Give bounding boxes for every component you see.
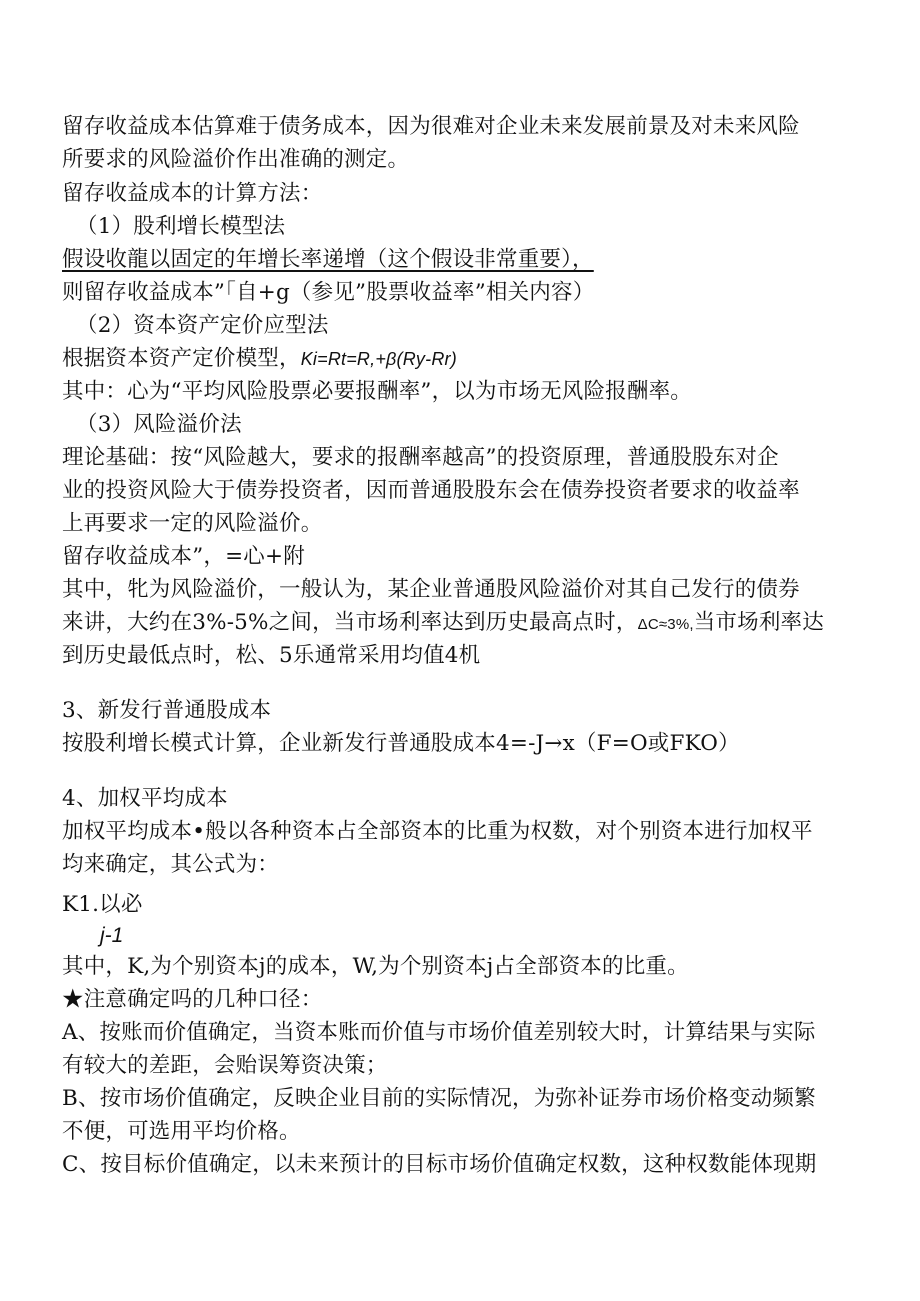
paragraph-line: 留存收益成本估算难于债务成本，因为很难对企业未来发展前景及对未来风险 xyxy=(62,114,800,139)
paragraph-line: 按股利增长模式计算，企业新发行普通股成本4=-J→x（F=O或FKO） xyxy=(62,731,740,756)
paragraph-text: 来讲，大约在3%-5%之间，当市场利率达到历史最高点时， xyxy=(62,610,638,635)
section-heading: 4、加权平均成本 xyxy=(62,786,228,811)
paragraph-line: 留存收益成本”，=心+附 xyxy=(62,544,305,569)
paragraph-line: 业的投资风险大于债券投资者，因而普通股股东会在债券投资者要求的收益率 xyxy=(62,478,800,503)
paragraph-line: 不便，可选用平均价格。 xyxy=(62,1119,301,1144)
section-heading: 3、新发行普通股成本 xyxy=(62,698,272,723)
underlined-line: 假设收龍以固定的年增长率递增（这个假设非常重要）， xyxy=(62,247,594,272)
paragraph-line xyxy=(62,606,824,642)
paragraph-line xyxy=(62,342,457,376)
paragraph-line: 理论基础：按“风险越大，要求的报酬率越高”的投资原理，普通股股东对企 xyxy=(62,445,779,470)
formula-text: ΔC≈3%, xyxy=(637,616,694,633)
summation-index: j-1 xyxy=(100,924,124,947)
section-heading: （3）风险溢价法 xyxy=(76,412,242,437)
paragraph-line: 所要求的风险溢价作出准确的测定。 xyxy=(62,147,410,172)
section-heading: （2）资本资产定价应型法 xyxy=(76,313,329,338)
capm-formula: Ki=Rt=R,+β(Ry-Rr) xyxy=(300,349,457,369)
paragraph-text: 根据资本资产定价模型， xyxy=(62,346,301,371)
section-heading: （1）股利增长模型法 xyxy=(76,214,286,239)
paragraph-line: 加权平均成本•般以各种资本占全部资本的比重为权数，对个别资本进行加权平 xyxy=(62,819,813,844)
paragraph-line: A、按账而价值确定，当资本账而价值与市场价值差别较大时，计算结果与实际 xyxy=(62,1020,816,1045)
paragraph-line: 其中：心为“平均风险股票必要报酬率”，以为市场无风险报酬率。 xyxy=(62,379,692,404)
paragraph-line: 到历史最低点时，松、5乐通常采用均值4机 xyxy=(62,643,481,668)
paragraph-line: 有较大的差距，会贻误筹资决策； xyxy=(62,1053,388,1078)
paragraph-line: C、按目标价值确定，以未来预计的目标市场价值确定权数，这种权数能体现期 xyxy=(62,1152,817,1177)
paragraph-line: 其中，牝为风险溢价，一般认为，某企业普通股风险溢价对其自己发行的债券 xyxy=(62,577,800,602)
formula-line: K1.以必 xyxy=(62,892,143,917)
paragraph-text: 当市场利率达 xyxy=(693,610,824,635)
paragraph-line: 留存收益成本的计算方法： xyxy=(62,181,323,206)
paragraph-line: B、按市场价值确定，反映企业目前的实际情况，为弥补证券市场价格变动频繁 xyxy=(62,1086,816,1111)
paragraph-line: ★注意确定吗的几种口径： xyxy=(62,987,323,1012)
paragraph-line: 其中，K,为个别资本j的成本，W,为个别资本j占全部资本的比重。 xyxy=(62,954,689,979)
paragraph-line: 均来确定，其公式为： xyxy=(62,852,280,877)
paragraph-line: 上再要求一定的风险溢价。 xyxy=(62,511,323,536)
paragraph-line: 则留存收益成本”「自+g（参见”股票收益率”相关内容） xyxy=(62,280,595,305)
